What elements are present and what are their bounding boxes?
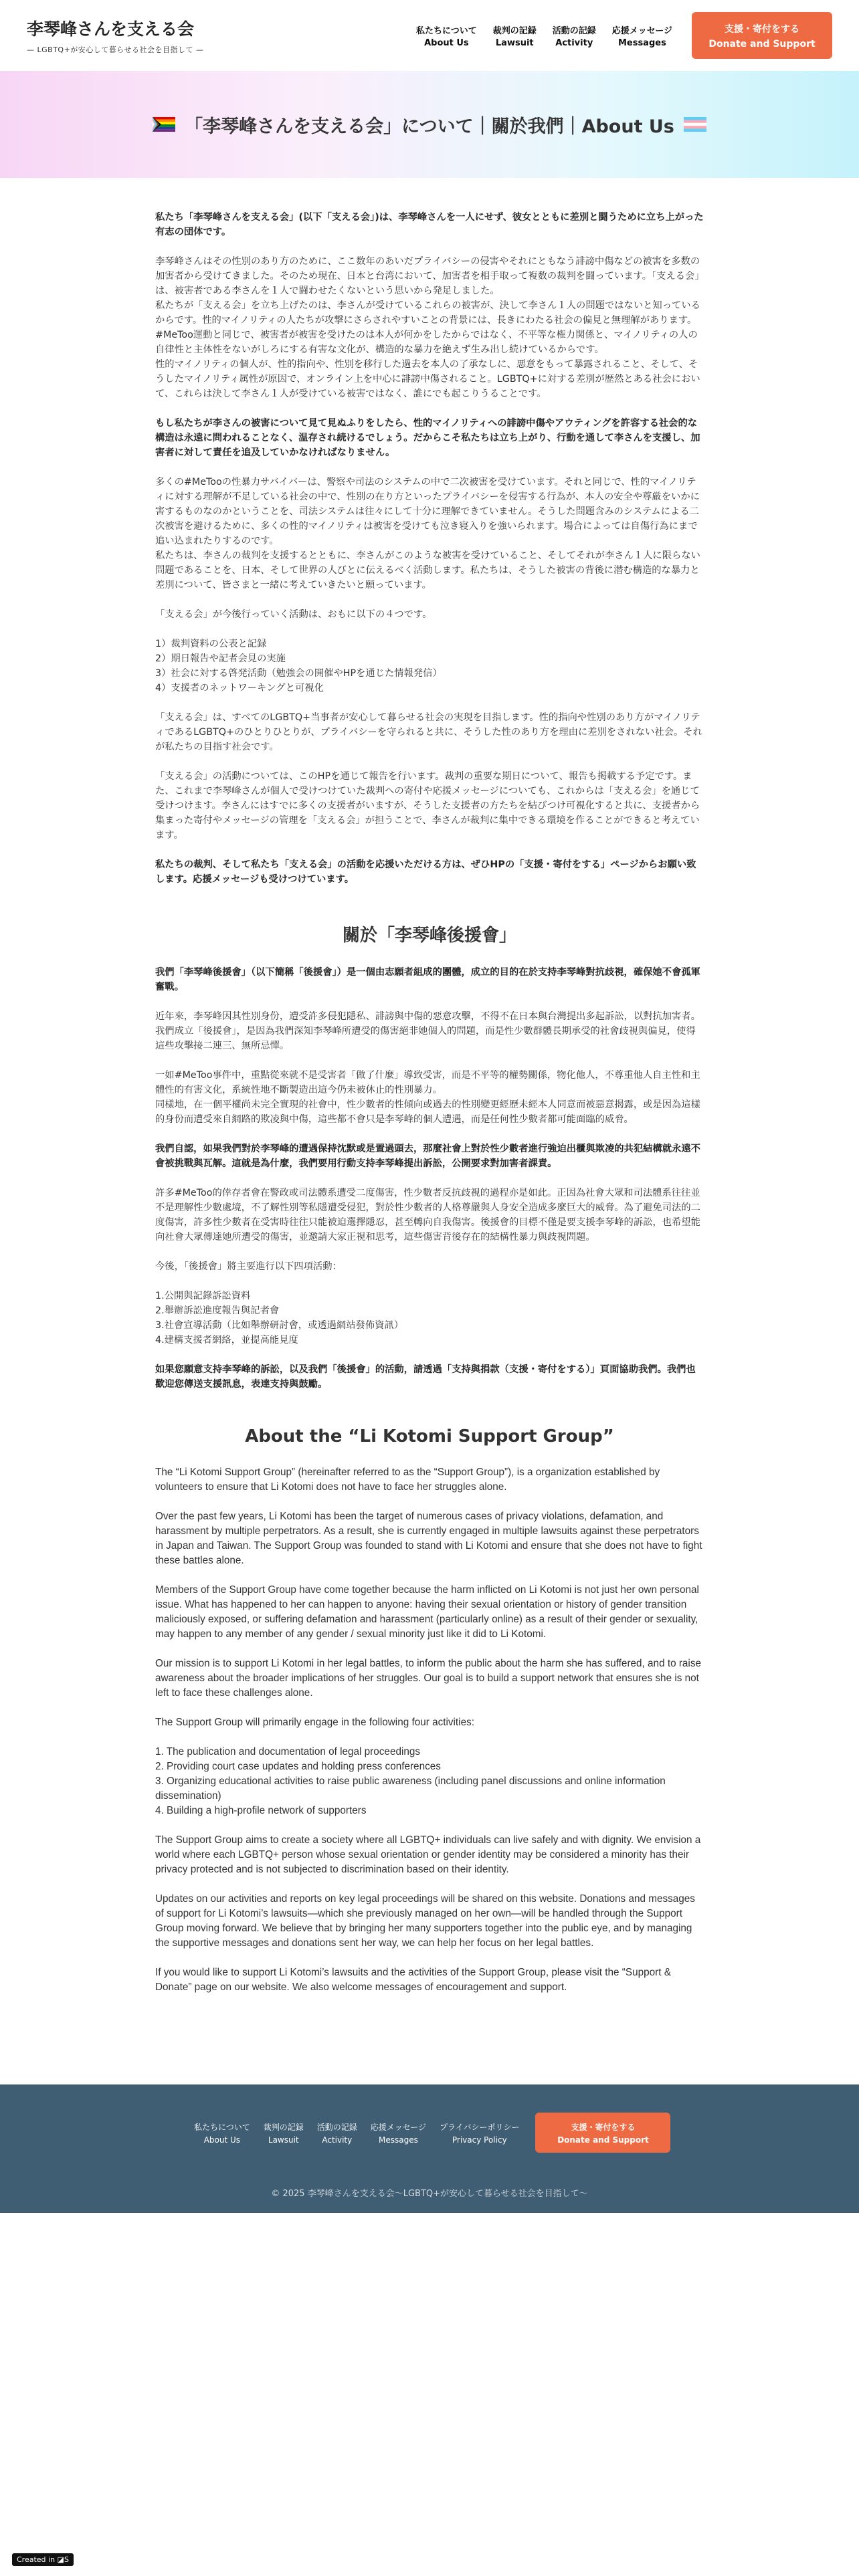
nav-item-messages[interactable]	[604, 23, 680, 48]
jp-paragraph: 私たちの裁判、そして私たち「支える会」の活動を応援いただける方は、ぜひHPの「支援・寄付をする」ページからお願い致します。応援メッセージも受けつけています。	[155, 859, 696, 885]
footer-nav-label-en: Lawsuit	[268, 2135, 299, 2145]
nav-label-en: Messages	[617, 37, 666, 48]
en-paragraph: Over the past few years, Li Kotomi has been the target of numerous cases of privacy violations, defamation, and harassment by multiple perpetrators. As a result, she is currently engaged in multiple lawsuits against these perpetrators in Japan and Taiwan. The Support Group was founded to stand with Li Kotomi and ensure that she does not have to fight these battles alone.	[155, 1511, 702, 1566]
tw-paragraph: 今後，「後援會」將主要進行以下四項活動：	[155, 1261, 342, 1272]
site-footer	[0, 2084, 859, 2213]
donate-button[interactable]	[692, 12, 832, 59]
en-paragraph: The Support Group will primarily engage in the following four activities:	[155, 1717, 474, 1728]
list-item: 3.社會宣導活動（比如舉辦研討會，或透過網站發佈資訊）	[155, 1320, 404, 1331]
tw-paragraph: 一如#MeToo事件中，重點從來就不是受害者「做了什麼」導致受害，而是不平等的權勢關係，物化他人，不尊重他人自主性和主體性的有害文化，系統性地不斷製造出這今仍未被休止的性別暴力。	[155, 1070, 700, 1095]
jp-activity-list	[155, 637, 704, 695]
tw-activity-list	[155, 1289, 704, 1348]
site-header	[0, 0, 859, 71]
footer-nav-about[interactable]	[187, 2121, 257, 2145]
nav-label-jp: 応援メッセージ	[611, 25, 673, 36]
en-paragraph: The Support Group aims to create a society where all LGBTQ+ individuals can live safely and with dignity. We envision a world where each LGBTQ+ person whose sexual orientation or gender identity may be considered a minority has their privacy protected and is not subjected to discrimination based on their identity.	[155, 1834, 701, 1875]
donate-label-en: Donate and Support	[557, 2135, 649, 2145]
trans-flag-icon	[684, 117, 706, 132]
jp-paragraph: 性的マイノリティの個人が、性的指向や、性別を移行した過去を本人の了承なしに、悪意をもって暴露されること、そして、そうしたマイノリティ属性が原因で、オンライン上を中心に誹謗中傷されること。LGBTQ+に対する差別が歴然とある社会において、これらは決して李さん１人が受けている被害ではなく、誰にでも起こりうることです。	[155, 359, 700, 399]
footer-nav-label-jp: 裁判の記録	[263, 2122, 304, 2132]
donate-label-en: Donate and Support	[708, 38, 816, 49]
page-title: 「李琴峰さんを支える会」について｜關於我們｜About Us	[185, 116, 674, 137]
tw-paragraph: 同樣地，在一個平權尚未完全實現的社會中，性少數者的性傾向或過去的性別變更經歷未經本人同意而被惡意揭露，或是因為這樣的身份而遭受來自網路的欺凌與中傷，這些都不會只是李琴峰的個人遭遇，而是任何性少數者都可能面臨的威脅。	[155, 1099, 700, 1125]
section-title-en: About the “Li Kotomi Support Group”	[245, 1426, 614, 1446]
tw-paragraph: 如果您願意支持李琴峰的訴訟，以及我們「後援會」的活動，請透過「支持與捐款（支援・寄付をする）」頁面協助我們。我們也歡迎您傳送支援訊息，表達支持與鼓勵。	[155, 1364, 696, 1390]
footer-nav-label-jp: 応援メッセージ	[370, 2122, 427, 2132]
list-item: 2）期日報告や記者会見の実施	[155, 653, 286, 664]
section-japanese	[155, 210, 704, 887]
section-chinese	[155, 965, 704, 1392]
nav-item-lawsuit[interactable]	[485, 23, 545, 48]
jp-paragraph: もし私たちが李さんの被害について見て見ぬふりをしたら、性的マイノリティへの誹謗中傷やアウティングを許容する社会的な構造は永遠に問われることなく、温存され続けるでしょう。だからこそ私たちは立ち上がり、行動を通して李さんを支援し、加害者に対して責任を追及していかなければなりません。	[155, 418, 700, 458]
footer-nav-messages[interactable]	[364, 2121, 433, 2145]
footer-nav	[187, 2113, 670, 2153]
footer-nav-lawsuit[interactable]	[257, 2121, 310, 2145]
footer-nav-label-jp: プライバシーポリシー	[440, 2122, 520, 2132]
section-english	[155, 1465, 704, 1995]
jp-paragraph: 「支える会」は、すべてのLGBTQ+当事者が安心して暮らせる社会の実現を目指します。性的指向や性別のあり方がマイノリティであるLGBTQ+のひとりひとりが、プライバシーを守られると共に、そうした性のあり方を理由に差別をされない社会。それが私たちの目指す社会です。	[155, 712, 702, 752]
list-item: 2.舉辦訴訟進度報告與記者會	[155, 1305, 280, 1316]
brand-title[interactable]: 李琴峰さんを支える会	[27, 19, 195, 39]
brand[interactable]	[27, 16, 341, 55]
tw-paragraph: 近年來，李琴峰因其性別身份，遭受許多侵犯隱私、誹謗與中傷的惡意攻擊，不得不在日本與台灣提出多起訴訟，以對抗加害者。我們成立「後援會」，是因為我們深知李琴峰所遭受的傷害絕非她個人的問題，而是性少數群體長期承受的社會歧視與偏見，使得這些攻擊接二連三、無所忌憚。	[155, 1011, 700, 1051]
jp-paragraph: 私たち「李琴峰さんを支える会」(以下「支える会」)は、李琴峰さんを一人にせず、彼女とともに差別と闘うために立ち上がった有志の団体です。	[155, 212, 704, 237]
brand-subtitle: — LGBTQ+が安心して暮らせる社会を目指して —	[27, 45, 204, 54]
list-item: 2. Providing court case updates and holding press conferences	[155, 1761, 441, 1772]
nav-item-activity[interactable]	[545, 23, 604, 48]
nav-label-jp: 裁判の記録	[492, 25, 537, 36]
nav-label-jp: 私たちについて	[416, 25, 477, 36]
en-paragraph: Our mission is to support Li Kotomi in her legal battles, to inform the public about the harm she has suffered, and to raise awareness about the broader implications of her struggles. Our goal is to build a support network that ensures she is not left to face these challenges alone.	[155, 1658, 701, 1699]
footer-donate-button[interactable]	[535, 2113, 670, 2153]
en-paragraph: Members of the Support Group have come together because the harm inflicted on Li Kotomi is not just her own personal issue. What has happened to her can happen to anyone: having their sexual orientation or history of gender transition maliciously exposed, or suffering defamation and harassment (particularly online) as a result of their gender or sexuality, may happen to any member of any gender / sexual minority just like it did to Li Kotomi.	[155, 1584, 699, 1640]
nav-label-en: About Us	[424, 37, 469, 48]
donate-label-jp: 支援・寄付をする	[725, 23, 799, 35]
jp-paragraph: 私たちが「支える会」を立ち上げたのは、李さんが受けているこれらの被害が、決して李さん１人の問題ではないと知っているからです。性的マイノリティの人たちが攻撃にさらされやすいことの背景には、長きにわたる社会の偏見と無理解があります。#MeToo運動と同じで、被害者が被害を受けたのは本人が何かをしたからではなく、不平等な権力関係と、マイノリティの人の自律性と主体性をないがしろにする有害な文化が、構造的な暴力を絶えず生み出し続けているからです。	[155, 300, 700, 355]
list-item: 1. The publication and documentation of legal proceedings	[155, 1746, 421, 1757]
footer-nav-label-en: About Us	[203, 2135, 241, 2145]
en-paragraph: The “Li Kotomi Support Group” (hereinafter referred to as the “Support Group”), is a organization established by volunteers to ensure that Li Kotomi does not have to face her struggles alone.	[155, 1467, 660, 1493]
footer-nav-label-jp: 私たちについて	[194, 2122, 250, 2132]
main-nav	[408, 23, 680, 48]
main-content	[155, 178, 704, 1995]
tw-paragraph: 我們自認，如果我們對於李琴峰的遭遇保持沈默或是置過頭去，那麼社會上對於性少數者進行強迫出櫃與欺凌的共犯結構就永遠不會被挑戰與瓦解。這就是為什麼，我們要用行動支持李琴峰提出訴訟，公開要求對加害者課責。	[155, 1144, 700, 1169]
footer-nav-label-jp: 活動の記録	[316, 2122, 357, 2132]
tw-paragraph: 我們「李琴峰後援會」（以下簡稱「後援會」）是一個由志願者組成的團體，成立的目的在於支持李琴峰對抗歧視，確保她不會孤軍奮戰。	[155, 967, 700, 992]
nav-item-about[interactable]	[408, 23, 485, 48]
list-item: 4.建構支援者網絡，並提高能見度	[155, 1335, 298, 1346]
tw-paragraph: 許多#MeToo的倖存者會在警政或司法體系遭受二度傷害，性少數者反抗歧視的過程亦是如此。正因為社會大眾和司法體系往往並不是理解性少數處境，不了解性別等私隱遭受侵犯，對於性少數者的人格尊嚴與人身安全造成多麼巨大的威脅。為了避免司法的二度傷害，許多性少數者在受害時往往只能被迫選擇隱忍，甚至轉向自我傷害。後援會的目標不僅是要支援李琴峰的訴訟，也希望能向社會大眾傳達她所遭受的傷害，並邀請大家正視和思考，這些傷害背後存在的結構性暴力與歧視問題。	[155, 1188, 700, 1243]
en-paragraph: Updates on our activities and reports on key legal proceedings will be shared on this website. Donations and messages of support for Li Kotomi’s lawsuits—which she previously managed on her own—will be handled through the Support Group moving forward. We believe that by bringing her many supporters together into the public eye, and by managing the supportive messages and donations sent her way, we can help her focus on her legal battles.	[155, 1893, 695, 1949]
hero-banner	[0, 71, 859, 178]
section-title-tw: 關於「李琴峰後援會」	[342, 926, 516, 946]
list-item: 4）支援者のネットワーキングと可視化	[155, 683, 324, 693]
list-item: 3）社会に対する啓発活動（勉強会の開催やHPを通じた情報発信）	[155, 668, 442, 679]
nav-label-en: Lawsuit	[495, 37, 534, 48]
list-item: 1）裁判資料の公表と記録	[155, 639, 267, 649]
created-in-badge[interactable]: Created in ◪S	[12, 2553, 74, 2566]
jp-paragraph: 私たちは、李さんの裁判を支援するとともに、李さんがこのような被害を受けていること、そしてそれが李さん１人に限らない問題であることを、日本、そして世界の人びとに伝えるべく活動します。私たちは、そうした被害の背後に潜む構造的な暴力と差別について、皆さまと一緒に考えていきたいと願っています。	[155, 550, 700, 591]
en-activity-list	[155, 1745, 704, 1818]
list-item: 1.公開與記錄訴訟資料	[155, 1291, 251, 1301]
jp-paragraph: 「支える会」が今後行っていく活動は、おもに以下の４つです。	[155, 609, 432, 620]
footer-nav-activity[interactable]	[310, 2121, 364, 2145]
progress-pride-flag-icon	[153, 117, 175, 132]
list-item: 3. Organizing educational activities to raise public awareness (including panel discussions and online information dissemination)	[155, 1776, 666, 1802]
donate-label-jp: 支援・寄付をする	[571, 2122, 636, 2132]
nav-label-jp: 活動の記録	[552, 25, 596, 36]
nav-label-en: Activity	[555, 37, 593, 48]
jp-paragraph: 「支える会」の活動については、このHPを通じて報告を行います。裁判の重要な期日について、報告も掲載する予定です。また、これまで李琴峰さんが個人で受けつけていた裁判への寄付や応援メッセージについても、これからは「支える会」を通じて受けつけます。李さんにはすでに多くの支援者がいますが、そうした支援者の方たちを結びつけ可視化すると共に、支援者から集まった寄付やメッセージの管理を「支える会」が担うことで、李さんが裁判に集中できる環境を作ることができると考えています。	[155, 771, 700, 841]
copyright: © 2025 李琴峰さんを支える会〜LGBTQ+が安心して暮らせる社会を目指して〜	[271, 2189, 588, 2199]
footer-nav-label-en: Messages	[379, 2135, 418, 2145]
en-paragraph: If you would like to support Li Kotomi’s lawsuits and the activities of the Support Group, please visit the “Support & Donate” page on our website. We also welcome messages of encouragement and support.	[155, 1967, 671, 1993]
jp-paragraph: 李琴峰さんはその性別のあり方のために、ここ数年のあいだプライバシーの侵害やそれにともなう誹謗中傷などの被害を多数の加害者から受けてきました。そのため現在、日本と台湾において、加害者を相手取って複数の裁判を闘っています。「支える会」は、被害者である李さんを１人で闘わせたくないという思いから発足しました。	[155, 256, 700, 296]
footer-nav-privacy[interactable]	[433, 2121, 526, 2145]
footer-nav-label-en: Activity	[322, 2135, 353, 2145]
list-item: 4. Building a high-profile network of supporters	[155, 1805, 367, 1816]
jp-paragraph: 多くの#MeTooの性暴力サバイバーは、警察や司法のシステムの中で二次被害を受けています。それと同じで、性的マイノリティに対する理解が不足している社会の中で、性別の在り方といったプライバシーを侵害する行為が、本人の安全や尊厳をいかに害するものなのかということを、司法システムは往々にして十分に理解できていません。そうした問題含みのシステムによる二次被害を避けるために、多くの性的マイノリティは被害を受けても泣き寝入りを強いられます。場合によっては自傷行為にまで追い込まれたりするのです。	[155, 477, 700, 546]
footer-nav-label-en: Privacy Policy	[452, 2135, 507, 2145]
